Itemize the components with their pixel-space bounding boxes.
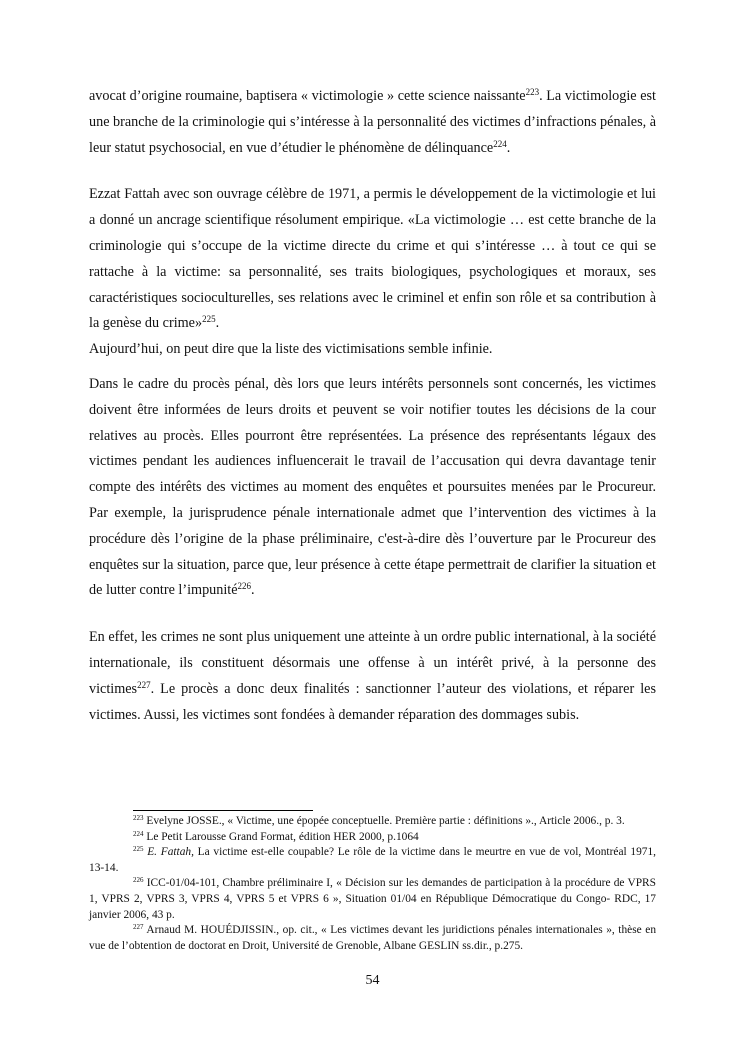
paragraph-penal-process	[89, 372, 656, 604]
paragraph-fattah	[89, 182, 656, 337]
footnote-223	[89, 814, 656, 830]
footnote-number: 224	[133, 829, 144, 838]
footnote-ref[interactable]: 226	[237, 581, 252, 592]
footnote-text: ICC-01/04-101, Chambre préliminaire I, « Décision sur les demandes de participation à la procédure de VPRS 1, VPRS 2, VPRS 3, VPRS 4, VPRS 5 et VPRS 6 », Situation 01/04 en République Démocratique du Congo- RDC, 17 janvier 2006, 43 p.	[89, 877, 656, 921]
paragraph-text: .	[506, 139, 511, 156]
paragraph-text: . Le procès a donc deux finalités : sanctionner l’auteur des violations, et réparer les victimes. Aussi, les victimes sont fondées à demander réparation des dommages subis.	[89, 680, 656, 723]
paragraph-text: En effet, les crimes ne sont plus uniquement une atteinte à un ordre public international, à la société internationale, ils constituent désormais une offense à un intérêt privé, à la personne des victimes	[89, 629, 656, 697]
footnote-author: E. Fattah,	[147, 846, 194, 859]
footnote-text: Arnaud M. HOUÉDJISSIN., op. cit., « Les victimes devant les juridictions pénales internationales », thèse en vue de l’obtention de doctorat en Droit, Université de Grenoble, Albane GESLIN ss.dir., p.275.	[89, 924, 657, 952]
footnote-ref[interactable]: 225	[202, 314, 216, 325]
page-number: 54	[365, 973, 380, 988]
paragraph-text: .	[215, 315, 220, 332]
paragraph-text: avocat d’origine roumaine, baptisera « victimologie » cette science naissante	[89, 88, 526, 104]
footnote-225	[89, 845, 656, 876]
footnote-224	[89, 830, 656, 846]
body-text	[89, 84, 656, 728]
paragraph-text: .	[251, 582, 255, 599]
paragraph-text: Aujourd’hui, on peut dire que la liste des victimisations semble infinie.	[89, 341, 493, 358]
footnote-separator	[133, 810, 313, 811]
paragraph-text: Dans le cadre du procès pénal, dès lors que leurs intérêts personnels sont concernés, les victimes doivent être informées de leurs droits et peuvent se voir notifier toutes les décisions de la cour relatives au procès. Elles pourront être représentées. La présence des représentants légaux des victimes pendant les audiences influencerait le travail de l’accusation qui devra davantage tenir compte des intérêts des victimes au moment des enquêtes et poursuites menées par le Procureur. Par exemple, la jurisprudence pénale internationale admet que l’intervention des victimes à la procédure dès l’origine de la phase préliminaire, c'est-à-dire dès l’ouverture par le Procureur des enquêtes sur la situation, parce que, leur présence à cette étape permettrait de clarifier la situation et de lutter contre l’impunité	[89, 375, 656, 599]
footnote-ref[interactable]: 224	[493, 138, 507, 149]
footnote-ref[interactable]: 227	[137, 679, 151, 690]
footnote-ref[interactable]: 223	[525, 87, 540, 97]
paragraph-victimisations	[89, 337, 656, 363]
paragraph-crimes	[89, 625, 656, 728]
footnote-number: 225	[133, 845, 144, 854]
footnotes	[89, 814, 656, 954]
footnote-number: 223	[133, 814, 144, 822]
paragraph-text: Ezzat Fattah avec son ouvrage célèbre de 1971, a permis le développement de la victimologie et lui a donné un ancrage scientifique résolument empirique. «La victimologie … est cette branche de la criminologie qui s’occupe de la victime directe du crime et qui s’intéresse … à tout ce qui se rattache à la victime: sa personnalité, ses traits biologiques, psychologiques et moraux, ses caractéristiques socioculturelles, ses relations avec le criminel et enfin son rôle et sa contribution à la genèse du crime»	[89, 186, 656, 332]
footnote-text: Le Petit Larousse Grand Format, édition HER 2000, p.1064	[146, 830, 419, 843]
footnote-text: Evelyne JOSSE., « Victime, une épopée conceptuelle. Première partie : définitions »., Article 2006., p. 3.	[146, 815, 625, 827]
paragraph-text: . La victimologie est une branche de la criminologie qui s’intéresse à la personnalité des victimes d’infractions pénales, à leur statut psychosocial, en vue d’étudier le phénomène de délinquance	[89, 88, 656, 156]
footnote-number: 226	[133, 876, 144, 885]
footnote-number: 227	[133, 923, 144, 932]
footnote-226	[89, 876, 656, 923]
paragraph-victimology-definition	[89, 84, 656, 161]
footnote-text: La victime est-elle coupable? Le rôle de la victime dans le meurtre en vue de vol, Montréal 1971, 13-14.	[89, 846, 657, 874]
footnote-227	[89, 923, 656, 954]
